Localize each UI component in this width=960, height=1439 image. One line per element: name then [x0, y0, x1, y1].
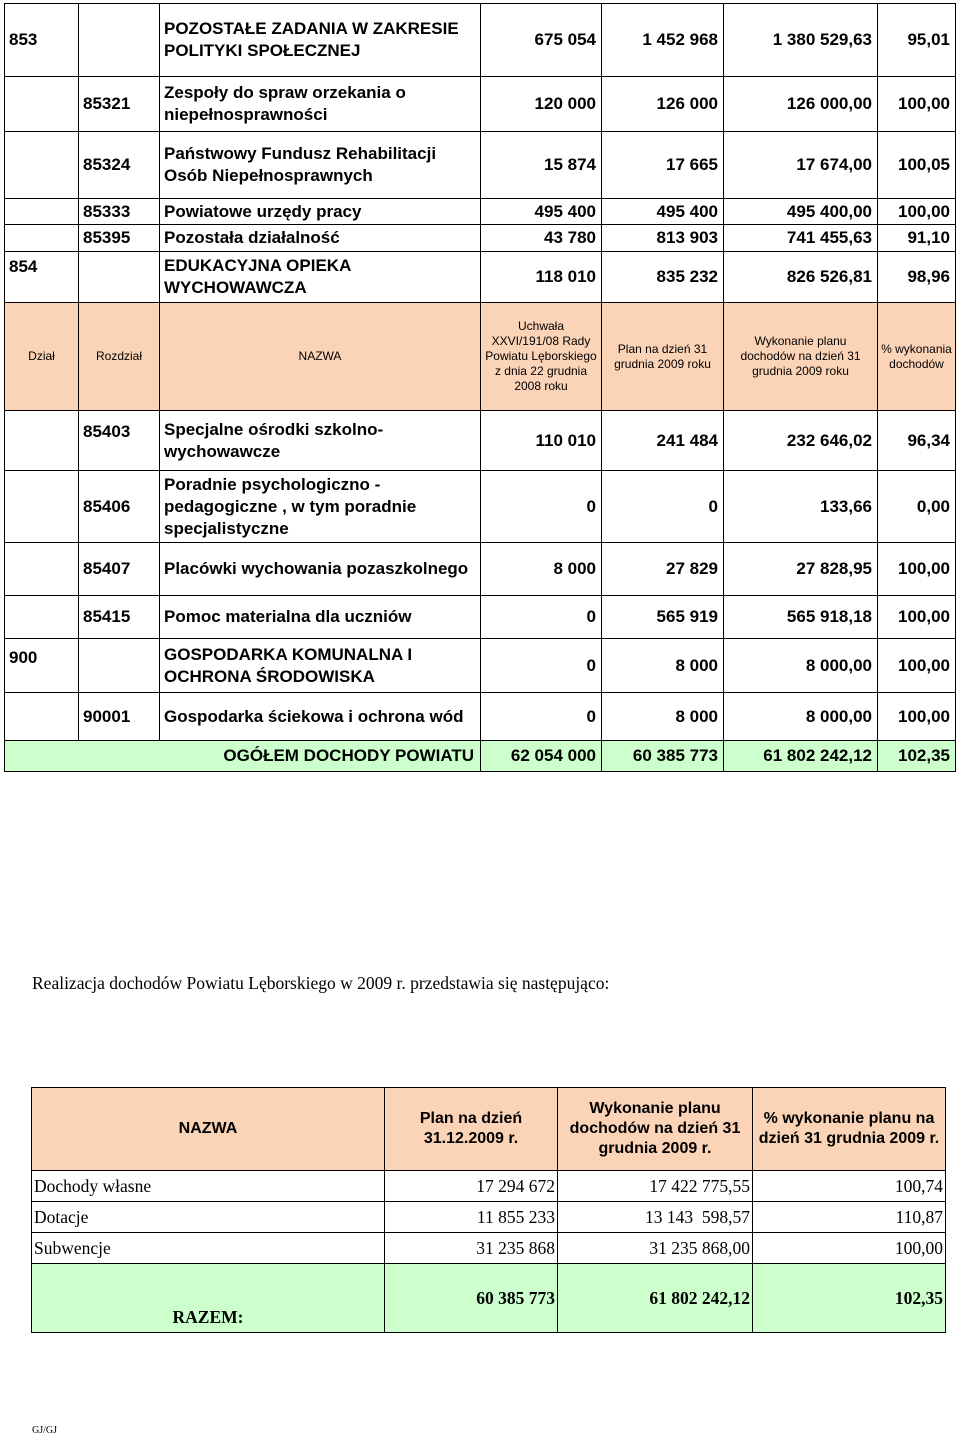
header-procent: % wykonania dochodów	[878, 303, 956, 411]
table-row	[5, 199, 956, 225]
plan-cell: 17 665	[602, 132, 724, 199]
summary-row	[32, 1202, 946, 1233]
table-row	[5, 252, 956, 303]
table-row	[5, 693, 956, 741]
plan-cell: 813 903	[602, 225, 724, 252]
plan-cell: 0	[602, 471, 724, 543]
uchwala-cell: 495 400	[481, 199, 602, 225]
wykonanie-cell: 17 674,00	[724, 132, 878, 199]
wykonanie-cell: 1 380 529,63	[724, 4, 878, 77]
procent-cell: 100,05	[878, 132, 956, 199]
dzial-cell	[5, 77, 79, 132]
wykonanie-cell: 495 400,00	[724, 199, 878, 225]
uchwala-cell: 118 010	[481, 252, 602, 303]
uchwala-cell: 43 780	[481, 225, 602, 252]
summary-total-row	[32, 1264, 946, 1333]
summary-header-row	[32, 1088, 946, 1171]
wykonanie-cell: 741 455,63	[724, 225, 878, 252]
uchwala-cell: 0	[481, 639, 602, 693]
rozdzial-cell: 85406	[79, 471, 160, 543]
dzial-cell	[5, 596, 79, 639]
header-uchwala: Uchwała XXVI/191/08 Rady Powiatu Lęborskiego z dnia 22 grudnia 2008 roku	[481, 303, 602, 411]
dzial-cell: 900	[5, 639, 79, 693]
dzial-cell	[5, 199, 79, 225]
procent-cell: 100,00	[878, 77, 956, 132]
rozdzial-cell	[79, 639, 160, 693]
nazwa-cell: GOSPODARKA KOMUNALNA I OCHRONA ŚRODOWISKA	[160, 639, 481, 693]
nazwa-cell: POZOSTAŁE ZADANIA W ZAKRESIE POLITYKI SPOŁECZNEJ	[160, 4, 481, 77]
summary-procent: 110,87	[753, 1202, 946, 1233]
nazwa-cell: Pozostała działalność	[160, 225, 481, 252]
procent-cell: 96,34	[878, 411, 956, 471]
total-wykonanie: 61 802 242,12	[724, 741, 878, 772]
nazwa-cell: Pomoc materialna dla uczniów	[160, 596, 481, 639]
table-row	[5, 471, 956, 543]
footer-initials: GJ/GJ	[32, 1425, 58, 1436]
summary-plan: 11 855 233	[385, 1202, 558, 1233]
nazwa-cell: Placówki wychowania pozaszkolnego	[160, 543, 481, 596]
nazwa-cell: Zespoły do spraw orzekania o niepełnosprawności	[160, 77, 481, 132]
procent-cell: 0,00	[878, 471, 956, 543]
header-nazwa: NAZWA	[160, 303, 481, 411]
dzial-cell	[5, 225, 79, 252]
summary-wykonanie: 31 235 868,00	[558, 1233, 753, 1264]
wykonanie-cell: 133,66	[724, 471, 878, 543]
uchwala-cell: 8 000	[481, 543, 602, 596]
dzial-cell	[5, 471, 79, 543]
total-label: OGÓŁEM DOCHODY POWIATU	[5, 741, 481, 772]
rozdzial-cell: 85324	[79, 132, 160, 199]
uchwala-cell: 0	[481, 471, 602, 543]
summary-procent: 100,00	[753, 1233, 946, 1264]
total-row	[5, 741, 956, 772]
uchwala-cell: 675 054	[481, 4, 602, 77]
summary-plan: 17 294 672	[385, 1171, 558, 1202]
summary-row	[32, 1171, 946, 1202]
nazwa-cell: Poradnie psychologiczno - pedagogiczne , w tym poradnie specjalistyczne	[160, 471, 481, 543]
wykonanie-cell: 232 646,02	[724, 411, 878, 471]
summary-header-plan: Plan na dzień 31.12.2009 r.	[385, 1088, 558, 1171]
procent-cell: 100,00	[878, 693, 956, 741]
table-row	[5, 543, 956, 596]
wykonanie-cell: 565 918,18	[724, 596, 878, 639]
rozdzial-cell: 85333	[79, 199, 160, 225]
plan-cell: 8 000	[602, 693, 724, 741]
table-row	[5, 77, 956, 132]
plan-cell: 495 400	[602, 199, 724, 225]
total-procent: 102,35	[878, 741, 956, 772]
table-row	[5, 411, 956, 471]
summary-total-procent: 102,35	[753, 1264, 946, 1333]
uchwala-cell: 0	[481, 596, 602, 639]
plan-cell: 1 452 968	[602, 4, 724, 77]
uchwala-cell: 15 874	[481, 132, 602, 199]
procent-cell: 100,00	[878, 543, 956, 596]
wykonanie-cell: 826 526,81	[724, 252, 878, 303]
header-wykonanie: Wykonanie planu dochodów na dzień 31 grudnia 2009 roku	[724, 303, 878, 411]
summary-nazwa: Dotacje	[32, 1202, 385, 1233]
rozdzial-cell	[79, 252, 160, 303]
wykonanie-cell: 8 000,00	[724, 693, 878, 741]
rozdzial-cell: 85395	[79, 225, 160, 252]
plan-cell: 565 919	[602, 596, 724, 639]
nazwa-cell: EDUKACYJNA OPIEKA WYCHOWAWCZA	[160, 252, 481, 303]
summary-total-wykonanie: 61 802 242,12	[558, 1264, 753, 1333]
dzial-cell	[5, 132, 79, 199]
table-row	[5, 4, 956, 77]
wykonanie-cell: 27 828,95	[724, 543, 878, 596]
table-row	[5, 596, 956, 639]
procent-cell: 100,00	[878, 639, 956, 693]
summary-header-nazwa: NAZWA	[32, 1088, 385, 1171]
rozdzial-cell: 90001	[79, 693, 160, 741]
rozdzial-cell: 85321	[79, 77, 160, 132]
intro-paragraph: Realizacja dochodów Powiatu Lęborskiego w 2009 r. przedstawia się następująco:	[32, 973, 610, 993]
rozdzial-cell: 85403	[79, 411, 160, 471]
total-plan: 60 385 773	[602, 741, 724, 772]
table-header-row	[5, 303, 956, 411]
nazwa-cell: Gospodarka ściekowa i ochrona wód	[160, 693, 481, 741]
dzial-cell	[5, 543, 79, 596]
dzial-cell: 854	[5, 252, 79, 303]
procent-cell: 91,10	[878, 225, 956, 252]
dzial-cell	[5, 411, 79, 471]
header-plan: Plan na dzień 31 grudnia 2009 roku	[602, 303, 724, 411]
table-row	[5, 225, 956, 252]
summary-row	[32, 1233, 946, 1264]
procent-cell: 98,96	[878, 252, 956, 303]
procent-cell: 95,01	[878, 4, 956, 77]
summary-wykonanie: 17 422 775,55	[558, 1171, 753, 1202]
total-uchwala: 62 054 000	[481, 741, 602, 772]
summary-table	[31, 1087, 946, 1333]
summary-nazwa: Subwencje	[32, 1233, 385, 1264]
dzial-cell	[5, 693, 79, 741]
summary-header-procent: % wykonanie planu na dzień 31 grudnia 2009 r.	[753, 1088, 946, 1171]
rozdzial-cell: 85415	[79, 596, 160, 639]
summary-plan: 31 235 868	[385, 1233, 558, 1264]
plan-cell: 835 232	[602, 252, 724, 303]
plan-cell: 126 000	[602, 77, 724, 132]
summary-procent: 100,74	[753, 1171, 946, 1202]
dzial-cell: 853	[5, 4, 79, 77]
summary-total-label: RAZEM:	[32, 1264, 385, 1333]
uchwala-cell: 110 010	[481, 411, 602, 471]
nazwa-cell: Specjalne ośrodki szkolno-wychowawcze	[160, 411, 481, 471]
table-row	[5, 132, 956, 199]
rozdzial-cell: 85407	[79, 543, 160, 596]
plan-cell: 241 484	[602, 411, 724, 471]
summary-total-plan: 60 385 773	[385, 1264, 558, 1333]
wykonanie-cell: 126 000,00	[724, 77, 878, 132]
nazwa-cell: Powiatowe urzędy pracy	[160, 199, 481, 225]
procent-cell: 100,00	[878, 596, 956, 639]
table-row	[5, 639, 956, 693]
rozdzial-cell	[79, 4, 160, 77]
budget-table-chapters	[4, 3, 956, 772]
uchwala-cell: 120 000	[481, 77, 602, 132]
nazwa-cell: Państwowy Fundusz Rehabilitacji Osób Niepełnosprawnych	[160, 132, 481, 199]
summary-wykonanie: 13 143 598,57	[558, 1202, 753, 1233]
plan-cell: 27 829	[602, 543, 724, 596]
procent-cell: 100,00	[878, 199, 956, 225]
header-rozdzial: Rozdział	[79, 303, 160, 411]
summary-header-wykonanie: Wykonanie planu dochodów na dzień 31 grudnia 2009 r.	[558, 1088, 753, 1171]
header-dzial: Dział	[5, 303, 79, 411]
summary-nazwa: Dochody własne	[32, 1171, 385, 1202]
uchwala-cell: 0	[481, 693, 602, 741]
wykonanie-cell: 8 000,00	[724, 639, 878, 693]
plan-cell: 8 000	[602, 639, 724, 693]
